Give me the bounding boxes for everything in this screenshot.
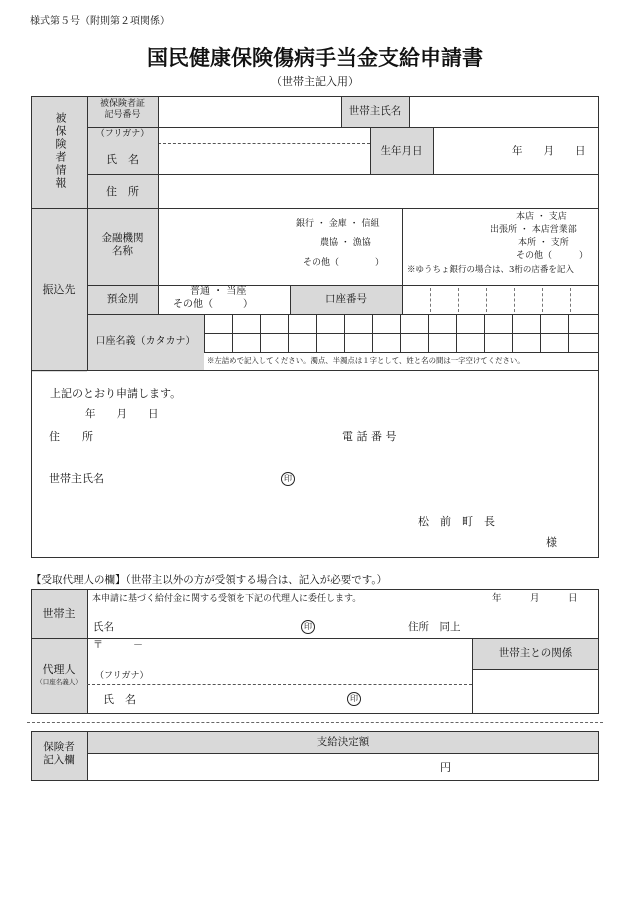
deposit-type-label: 預金別 [106, 293, 139, 305]
address-label: 住 所 [106, 185, 139, 198]
agent-postal-code[interactable]: 〒 － [93, 640, 143, 651]
agent-sub-label: （口座名義人） [36, 678, 82, 686]
bank-type-2: 農協 ・ 漁協 [320, 238, 371, 248]
head-name-label: 世帯主氏名 [348, 105, 402, 117]
yen-unit-label: 円 [440, 761, 451, 774]
bank-name-label: 金融機関 名称 [101, 232, 144, 257]
proxy-head-label: 世帯主 [42, 607, 76, 620]
furigana-label: （フリガナ） [95, 129, 150, 139]
seal-mark-icon: 印 [281, 472, 295, 486]
branch-type-3: 本所 ・ 支所 [518, 238, 569, 248]
proxy-head-seal-icon: 印 [301, 620, 315, 634]
form-number: 様式第５号（附則第２項関係） [30, 16, 170, 27]
agent-seal-icon: 印 [347, 692, 361, 706]
card-number-label: 被保険者証 記号番号 [99, 99, 145, 120]
address-field[interactable] [159, 175, 598, 207]
birth-date-label: 生年月日 [380, 145, 423, 157]
deposit-type-1[interactable]: 普通 ・ 当座 [190, 286, 247, 297]
transfer-section-label: 振込先 [42, 283, 76, 296]
page-subtitle: （世帯主記入用） [271, 75, 359, 88]
branch-type-2: 出張所 ・ 本店営業部 [490, 225, 577, 235]
name-field[interactable] [159, 128, 369, 173]
declaration-date[interactable]: 年 月 日 [85, 408, 159, 420]
yucho-note: ※ゆうちょ銀行の場合は、3桁の店番を記入 [407, 265, 574, 275]
mayor-label: 松 前 町 長 [418, 515, 495, 528]
insured-section-label: 被保険者情報 [54, 112, 67, 190]
birth-date-value[interactable]: 年 月 日 [512, 145, 586, 157]
proxy-head-name-label: 氏名 [93, 621, 114, 633]
section-separator [27, 722, 603, 723]
declaration-head-name-label: 世帯主氏名 [49, 472, 104, 485]
declaration-phone-label: 電 話 番 号 [342, 430, 397, 443]
insurer-label: 保険者 記入欄 [43, 741, 75, 766]
account-holder-label: 口座名義（カタカナ） [95, 336, 196, 347]
page-title: 国民健康保険傷病手当金支給申請書 [147, 45, 483, 70]
proxy-address-same: 住所 同上 [408, 621, 461, 633]
branch-type-1: 本店 ・ 支店 [516, 212, 567, 222]
relation-label: 世帯主との関係 [498, 647, 573, 659]
account-holder-grid[interactable] [205, 315, 598, 351]
delegation-date[interactable]: 年 月 日 [492, 593, 578, 604]
card-number-field[interactable] [159, 97, 340, 126]
account-number-label: 口座番号 [325, 293, 367, 305]
bank-type-1: 銀行 ・ 金庫 ・ 信組 [296, 219, 380, 229]
agent-label: 代理人 [42, 663, 76, 676]
delegation-text: 本申請に基づく給付金に関する受領を下記の代理人に委任します。 [92, 594, 362, 604]
name-label: 氏 名 [106, 153, 139, 166]
head-name-field[interactable] [410, 97, 598, 126]
declaration-text: 上記のとおり申請します。 [50, 387, 182, 400]
deposit-type-2[interactable]: その他（ ） [173, 299, 253, 310]
branch-type-4: その他（ ） [516, 251, 589, 261]
account-holder-note: ※左詰めで記入してください。濁点、半濁点は１字として、姓と名の間は一字空けてください。 [207, 356, 525, 365]
honorific-label: 様 [546, 536, 557, 549]
bank-type-3: その他（ ） [303, 258, 385, 268]
declaration-address-label: 住 所 [49, 430, 93, 443]
agent-furigana-label: （フリガナ） [95, 671, 149, 681]
proxy-heading: 【受取代理人の欄】（世帯主以外の方が受領する場合は、記入が必要です。） [31, 574, 388, 586]
agent-name-label: 氏 名 [103, 693, 136, 706]
account-number-field[interactable] [403, 286, 598, 313]
relation-field[interactable] [473, 670, 598, 713]
payment-amount-label: 支給決定額 [316, 736, 370, 748]
